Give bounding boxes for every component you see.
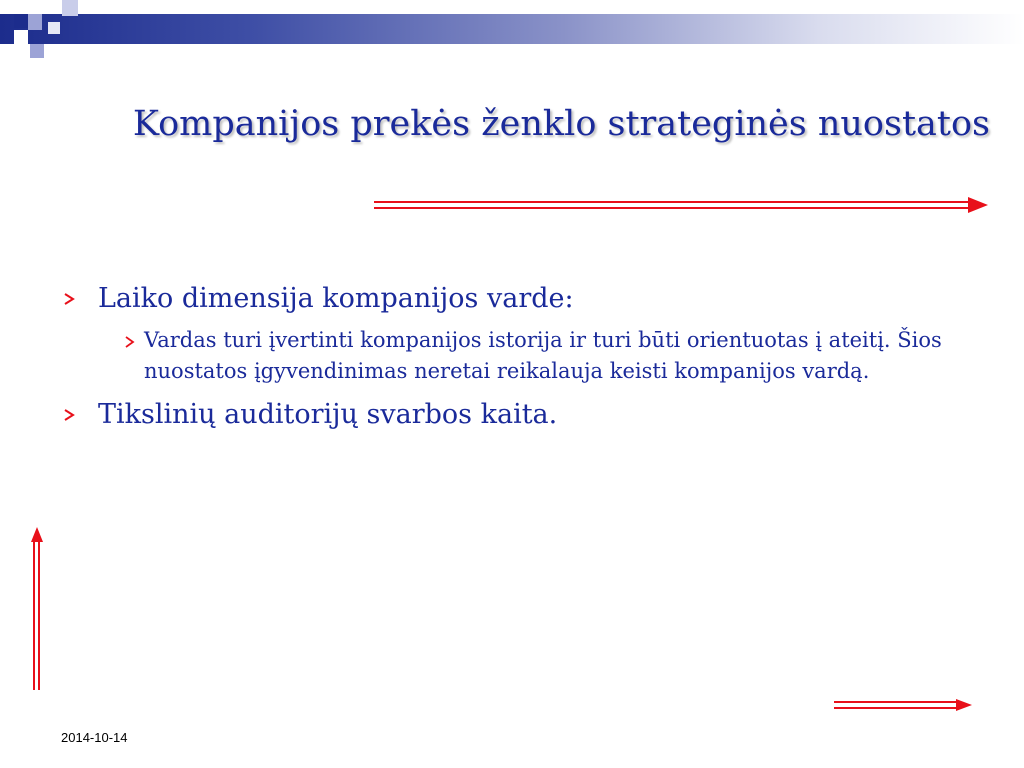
slide-date: 2014-10-14 [61, 730, 128, 745]
bullet-item [62, 397, 982, 433]
sub-bullet-text: Vardas turi įvertinti kompanijos istorija ir turi būti orientuotas į ateitį. Šios nuostatos įgyvendinimas neretai reikalauja keisti kompanijos vardą. [144, 328, 942, 383]
sub-bullet-arrow-icon [124, 336, 136, 348]
bottom-right-arrow-icon [834, 697, 974, 717]
bullet-text: Laiko dimensija kompanijos varde: [98, 283, 574, 314]
decor-square [30, 44, 44, 58]
bullet-arrow-icon [62, 408, 76, 422]
slide-title: Kompanijos prekės ženklo strateginės nuostatos [132, 104, 990, 144]
sub-bullet-item [124, 325, 982, 387]
sub-bullet-list [124, 325, 982, 387]
vertical-up-arrow-icon [28, 526, 48, 692]
bullet-arrow-icon [62, 292, 76, 306]
decor-square [0, 0, 14, 14]
decor-square [62, 0, 78, 16]
title-underline-arrow-icon [374, 196, 990, 216]
header-gradient-bar [0, 14, 1024, 44]
decor-square [28, 14, 42, 30]
bullet-list [62, 281, 982, 433]
decor-square [14, 30, 28, 44]
decor-square [48, 22, 60, 34]
decor-square [14, 14, 28, 28]
bullet-item [62, 281, 982, 387]
bullet-text: Tikslinių auditorijų svarbos kaita. [98, 399, 558, 430]
